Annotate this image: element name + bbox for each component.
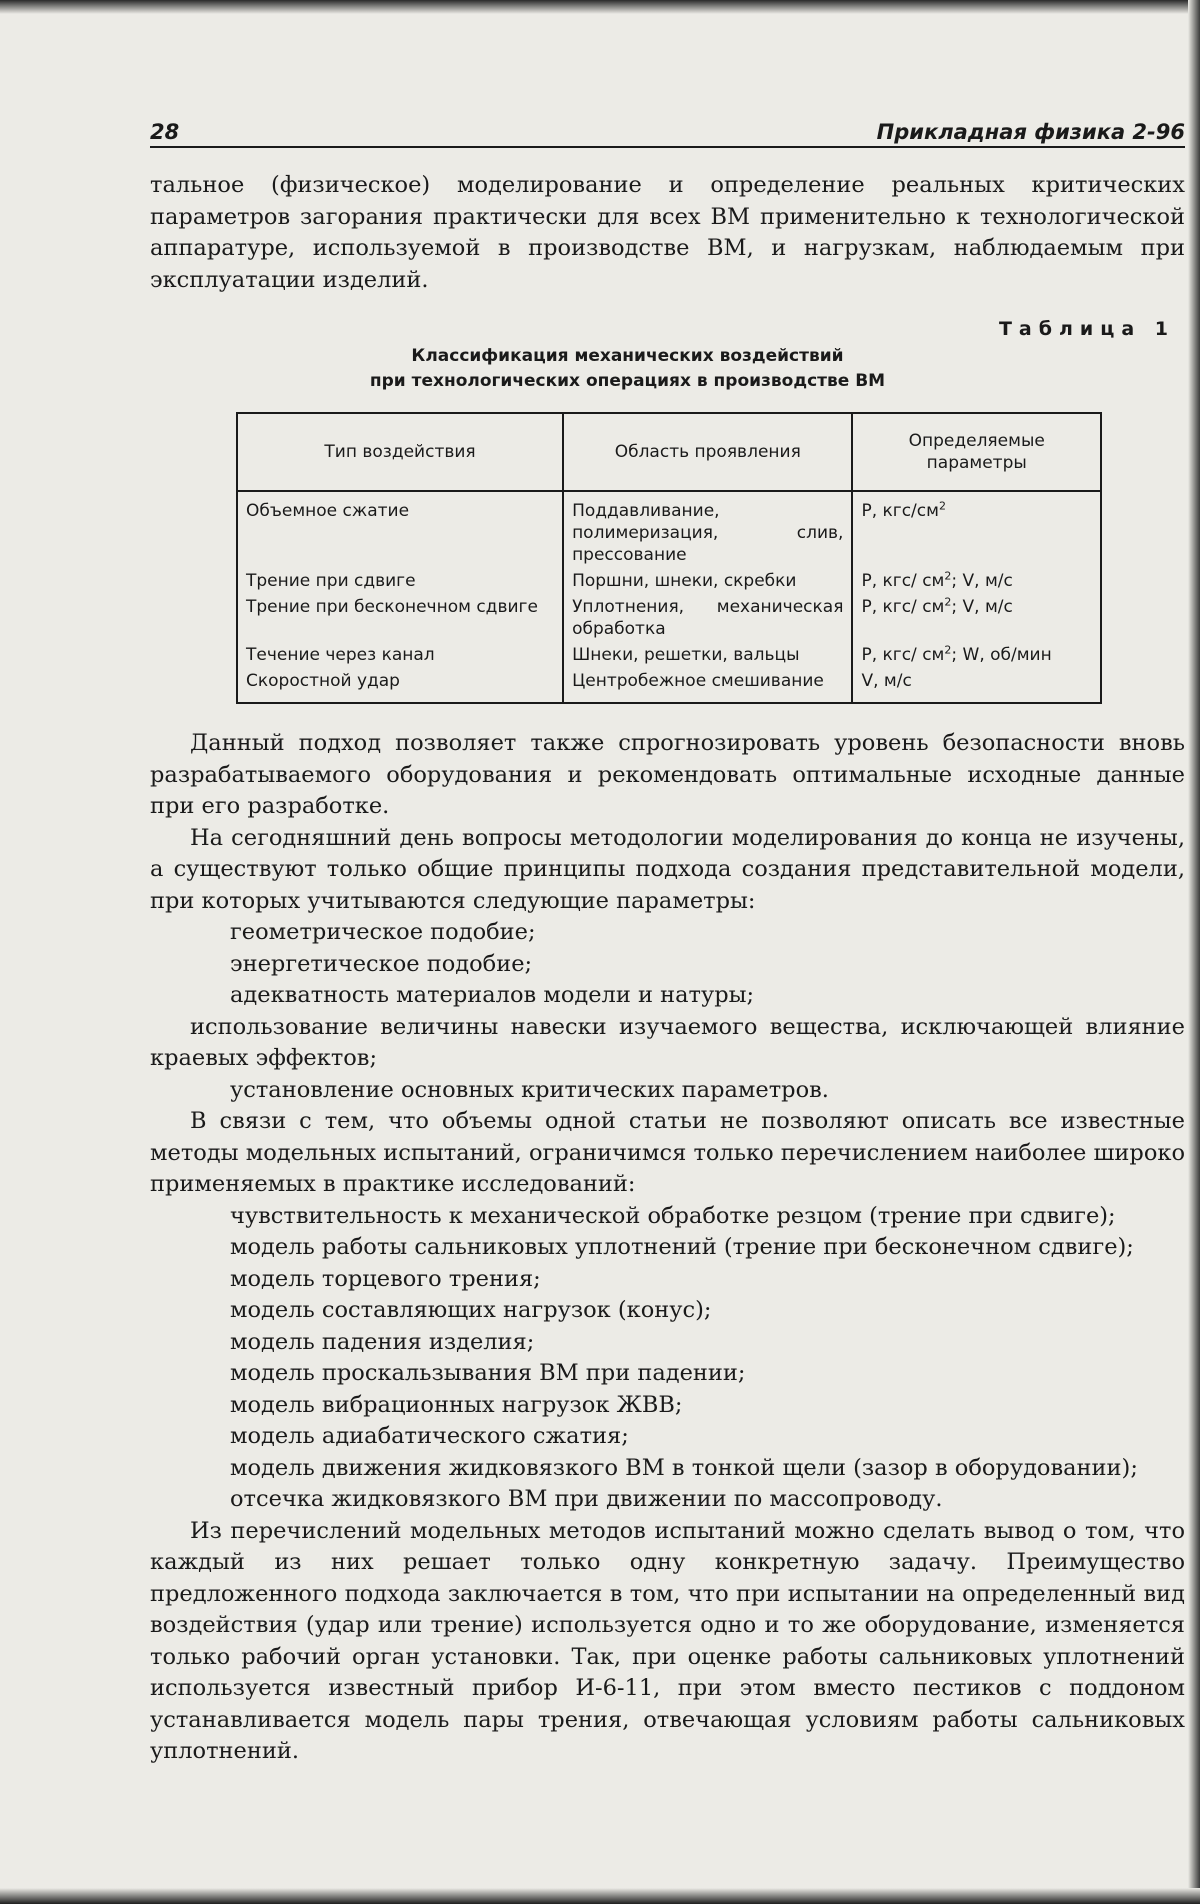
header-params: Определяемые параметры (852, 413, 1101, 491)
journal-title: Прикладная физика 2-96 (876, 120, 1185, 144)
list-item: адекватность материалов модели и натуры; (230, 982, 755, 1008)
list-item: энергетическое подобие; (230, 950, 533, 977)
list-item: модель адиабатического сжатия; (230, 1423, 629, 1449)
param-text-suffix: ; W, об/мин (951, 645, 1052, 665)
cell-params (852, 668, 1101, 703)
list-item: чувствительность к механической обработке резцом (трение при сдвиге); (230, 1202, 1116, 1229)
param-text-suffix: ; V, м/с (951, 571, 1013, 591)
table-row (237, 668, 1101, 703)
paragraph-conclusion: Из перечислений модельных методов испытаний можно сделать вывод о том, что каждый из них решает только одну конкретную задачу. Преимущество предложенного подхода заключается в том, что при испытании на определенный вид воздействия (удар или трение) используется одно и то же оборудование, изменяется только рабочий орган установки. Так, при оценке работы сальниковых уплотнений используется известный прибор И-6-11, при этом вместо пестиков с поддоном устанавливается модель пары трения, отвечающая условиям работы сальниковых уплотнений. (150, 1517, 1185, 1764)
table-row (237, 642, 1101, 668)
header-area: Область проявления (563, 413, 852, 491)
cell-type: Скоростной удар (237, 668, 563, 703)
cell-area: Уплотнения, механическая обработка (563, 594, 852, 642)
body-text (150, 170, 1185, 296)
document-page (150, 120, 1185, 1768)
intro-paragraph: тальное (физическое) моделирование и определение реальных критических параметров загорания практически для всех ВМ применительно к технологической аппаратуре, используемой в производстве ВМ, и нагрузкам, наблюдаемым при эксплуатации изделий. (150, 172, 1185, 293)
table-caption (150, 344, 1105, 394)
scan-edge-right (1188, 0, 1200, 1904)
paragraph-approach: Данный подход позволяет также спрогнозировать уровень безопасности вновь разрабатываемого оборудования и рекомендовать оптимальные исходные данные при его разработке. (150, 730, 1185, 819)
cell-type: Течение через канал (237, 642, 563, 668)
param-text-suffix: ; V, м/с (951, 597, 1013, 617)
list-item: модель торцевого трения; (230, 1265, 541, 1292)
param-sup: 2 (938, 499, 946, 513)
running-header (150, 120, 1185, 148)
scan-edge-bottom (0, 1888, 1200, 1904)
table-row (237, 491, 1101, 568)
cell-type: Трение при сдвиге (237, 568, 563, 594)
paragraph-methodology: На сегодняшний день вопросы методологии моделирования до конца не изучены, а существуют только общие принципы подхода создания представительной модели, при которых учитываются следующие параметры: (150, 824, 1185, 914)
table-label: Таблица 1 (998, 318, 1175, 340)
list-item: модель падения изделия; (230, 1328, 535, 1355)
table-header-row (237, 413, 1101, 491)
list-item: геометрическое подобие; (230, 919, 536, 945)
body-text-continued (150, 728, 1185, 1768)
table-caption-line2: при технологических операциях в производстве ВМ (369, 371, 886, 391)
list-item: установление основных критических параметров. (230, 1076, 829, 1103)
param-sup: 2 (944, 569, 952, 583)
list-item: использование величины навески изучаемого вещества, исключающей влияние краевых эффектов; (150, 1013, 1185, 1071)
param-sup: 2 (944, 643, 952, 657)
cell-params (852, 568, 1101, 594)
list-item: модель работы сальниковых уплотнений (трение при бесконечном сдвиге); (230, 1234, 1134, 1260)
table-row (237, 594, 1101, 642)
cell-area: Поршни, шнеки, скребки (563, 568, 852, 594)
param-text: P, кгс/ см (861, 571, 945, 591)
cell-area: Центробежное смешивание (563, 668, 852, 703)
param-text: P, кгс/см (861, 501, 939, 521)
scan-edge-top (0, 0, 1200, 14)
list-item: модель вибрационных нагрузок ЖВВ; (230, 1391, 683, 1418)
list-item: модель проскальзывания ВМ при падении; (230, 1360, 746, 1386)
list-item: модель движения жидковязкого ВМ в тонкой щели (зазор в оборудовании); (230, 1454, 1138, 1481)
cell-params (852, 594, 1101, 642)
cell-area: Шнеки, решетки, вальцы (563, 642, 852, 668)
paragraph-methods-intro: В связи с тем, что объемы одной статьи не позволяют описать все известные методы модельных испытаний, ограничимся только перечислением наиболее широко применяемых в практике исследований: (150, 1108, 1185, 1197)
param-sup: 2 (944, 595, 952, 609)
cell-area: Поддавливание, полимеризация, слив, прессование (563, 491, 852, 568)
param-text: V, м/с (861, 671, 912, 691)
list-item: отсечка жидковязкого ВМ при движении по массопроводу. (230, 1486, 943, 1512)
page-number: 28 (150, 120, 180, 144)
classification-table (236, 412, 1102, 704)
param-text: P, кгс/ см (861, 597, 945, 617)
cell-type: Трение при бесконечном сдвиге (237, 594, 563, 642)
table-caption-line1: Классификация механических воздействий (411, 346, 844, 366)
cell-params (852, 491, 1101, 568)
cell-params (852, 642, 1101, 668)
cell-type: Объемное сжатие (237, 491, 563, 568)
param-text: P, кгс/ см (861, 645, 945, 665)
list-item: модель составляющих нагрузок (конус); (230, 1297, 712, 1323)
table-row (237, 568, 1101, 594)
header-type: Тип воздействия (237, 413, 563, 491)
